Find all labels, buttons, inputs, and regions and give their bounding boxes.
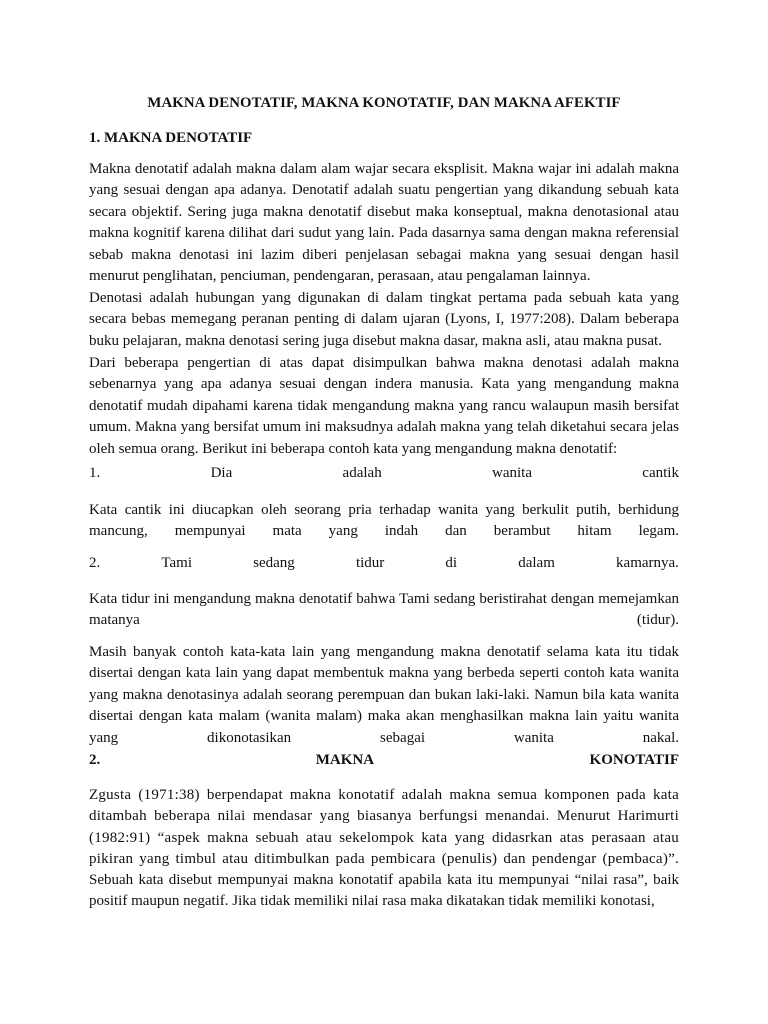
example-1-word: 1.: [89, 465, 101, 481]
example-2-word: Tami: [161, 555, 192, 571]
example-2-word: dalam: [518, 555, 555, 571]
section-heading-denotatif: 1. MAKNA DENOTATIF: [89, 130, 253, 146]
example-1-word: wanita: [492, 465, 532, 481]
example-2-row: [89, 553, 679, 575]
section-2-word: KONOTATIF: [589, 752, 679, 768]
paragraph-6: Masih banyak contoh kata-kata lain yang mengandung makna denotatif selama kata itu tidak disertai dengan kata lain yang dapat membentuk makna yang berbeda seperti contoh kata wanita yang makna denotasinya adalah seorang perempuan dan bukan laki-laki. Namun bila kata wanita disertai dengan kata malam (wanita malam) maka akan menghasilkan makna lain yaitu wanita yang dikonotasikan sebagai wanita nakal.: [89, 644, 679, 746]
section-2-word: MAKNA: [315, 752, 375, 768]
paragraph-1: Makna denotatif adalah makna dalam alam wajar secara eksplisit. Makna wajar ini adalah makna yang sesuai dengan apa adanya. Denotatif adalah suatu pengertian yang dikandung sebuah kata secara objektif. Sering juga makna denotatif disebut maka konseptual, makna denotasional atau makna kognitif karena dilihat dari sudut yang lain. Pada dasarnya sama dengan makna referensial sebab makna denotasi ini lazim diberi penjelasan sebagai makna yang sesuai dengan hasil menurut penglihatan, penciuman, pendengaran, perasaan, atau pengalaman lainnya.: [89, 161, 679, 285]
paragraph-5: Kata tidur ini mengandung makna denotatif bahwa Tami sedang beristirahat dengan memejamkan matanya (tidur).: [89, 591, 679, 629]
section-2-word: 2.: [89, 752, 101, 768]
example-2-word: di: [445, 555, 458, 571]
example-2-word: 2.: [89, 555, 101, 571]
example-1-word: cantik: [642, 465, 679, 481]
paragraph-2: Denotasi adalah hubungan yang digunakan di dalam tingkat pertama pada sebuah kata yang secara bebas memegang peranan penting di dalam ujaran (Lyons, I, 1977:208). Dalam beberapa buku pelajaran, makna denotasi sering juga disebut makna dasar, makna asli, atau makna pusat.: [89, 290, 679, 349]
paragraph-7: Zgusta (1971:38) berpendapat makna konotatif adalah makna semua komponen pada kata ditambah beberapa nilai mendasar yang biasanya berfungsi menandai. Menurut Harimurti (1982:91) “aspek makna sebuah atau sekelompok kata yang didasrkan atas perasaan atau pikiran yang timbul atau ditimbulkan pada pembicara (penulis) dan pendengar (pembaca)”.: [89, 787, 679, 868]
example-1-row: [89, 463, 679, 485]
paragraph-4: Kata cantik ini diucapkan oleh seorang pria terhadap wanita yang berkulit putih, berhidung mancung, mempunyai mata yang indah dan berambut hitam legam.: [89, 502, 679, 540]
paragraph-8: Sebuah kata disebut mempunyai makna konotatif apabila kata itu mempunyai “nilai rasa”, baik positif maupun negatif. Jika tidak memiliki nilai rasa maka dikatakan tidak memiliki konotasi,: [89, 872, 679, 910]
example-1-word: Dia: [210, 465, 233, 481]
example-2-word: sedang: [253, 555, 295, 571]
paragraph-3: Dari beberapa pengertian di atas dapat disimpulkan bahwa makna denotasi adalah makna sebenarnya yang apa adanya sesuai dengan indera manusia. Kata yang mengandung makna denotatif mudah dipahami karena tidak mengandung makna yang rancu walaupun masih bersifat umum. Makna yang bersifat umum ini maksudnya adalah makna yang telah diketahui secara jelas oleh semua orang. Berikut ini beberapa contoh kata yang mengandung makna denotatif:: [89, 355, 679, 457]
section-heading-konotatif: [89, 750, 679, 772]
document-title: MAKNA DENOTATIF, MAKNA KONOTATIF, DAN MAKNA AFEKTIF: [147, 95, 621, 111]
example-1-word: adalah: [342, 465, 382, 481]
example-2-word: tidur: [355, 555, 385, 571]
example-2-word: kamarnya.: [616, 555, 679, 571]
